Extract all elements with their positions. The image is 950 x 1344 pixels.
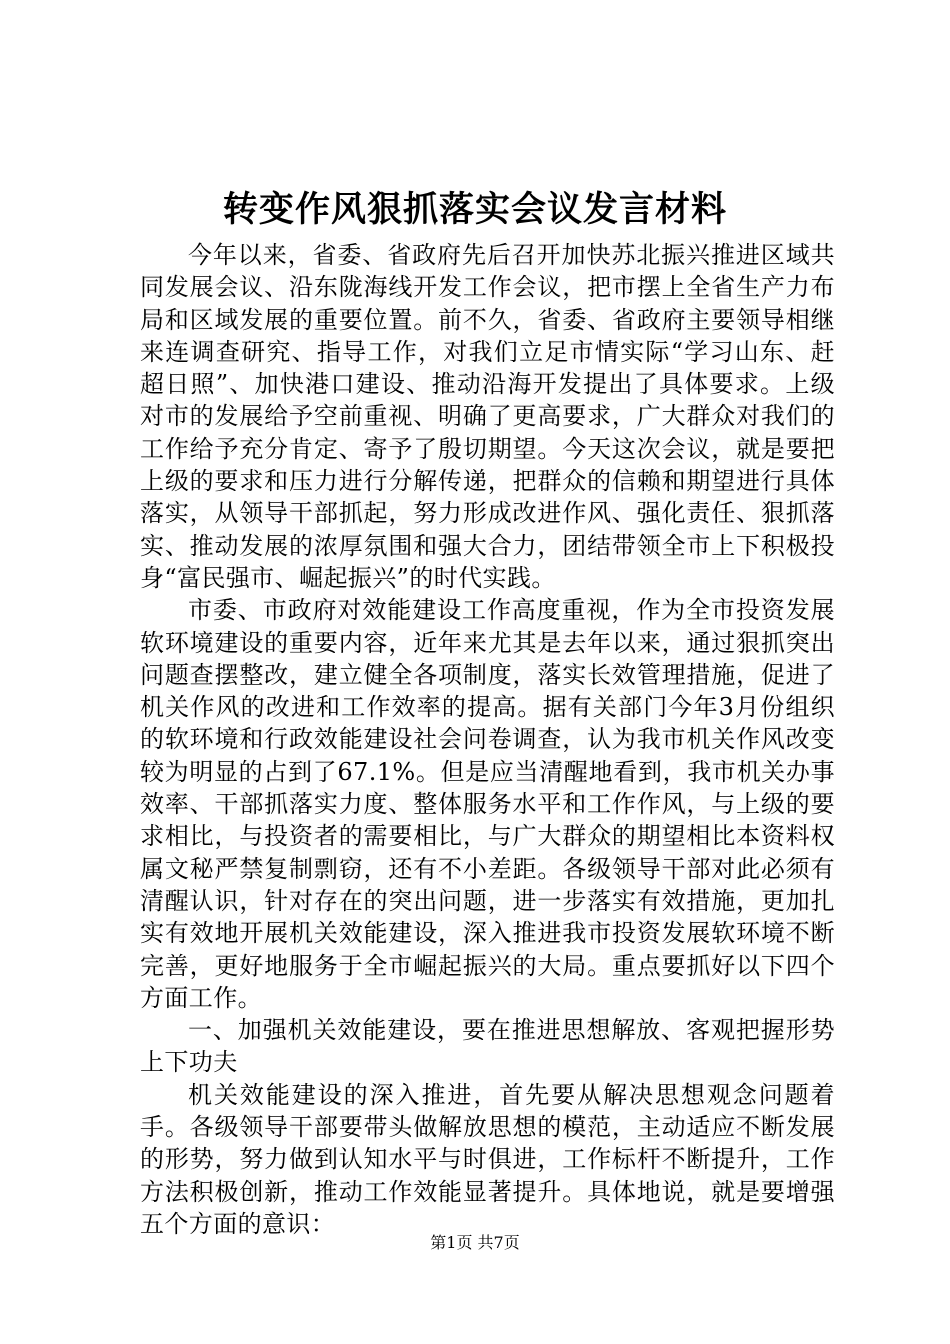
document-title: 转变作风狠抓落实会议发言材料 xyxy=(222,189,727,230)
paragraph-intro: 今年以来，省委、省政府先后召开加快苏北振兴推进区域共同发展会议、沿东陇海线开发工作会议，把市摆上全省生产力布局和区域发展的重要位置。前不久，省委、省政府主要领导相继来连调查研究、指导工作，对我们立足市情实际“学习山东、赶超日照”、加快港口建设、推动沿海开发提出了具体要求。上级对市的发展给予空前重视、明确了更高要求，广大群众对我们的工作给予充分肯定、寄予了殷切期望。今天这次会议，就是要把上级的要求和压力进行分解传递，把群众的信赖和期望进行具体落实，从领导干部抓起，努力形成改进作风、强化责任、狠抓落实、推动发展的浓厚氛围和强大合力，团结带领全市上下积极投身“富民强市、崛起振兴”的时代实践。 xyxy=(140,241,835,592)
paragraph-efficiency: 市委、市政府对效能建设工作高度重视，作为全市投资发展软环境建设的重要内容，近年来尤其是去年以来，通过狠抓突出问题查摆整改，建立健全各项制度，落实长效管理措施，促进了机关作风的改进和工作效率的提高。据有关部门今年3月份组织的软环境和行政效能建设社会问卷调查，认为我市机关作风改变较为明显的占到了67.1%。但是应当清醒地看到，我市机关办事效率、干部抓落实力度、整体服务水平和工作作风，与上级的要求相比，与投资者的需要相比，与广大群众的期望相比本资料权属文秘严禁复制剽窃，还有不小差距。各级领导干部对此必须有清醒认识，针对存在的突出问题，进一步落实有效措施，更加扎实有效地开展机关效能建设，深入推进我市投资发展软环境不断完善，更好地服务于全市崛起振兴的大局。重点要抓好以下四个方面工作。 xyxy=(140,596,835,1012)
paragraph-section-1: 机关效能建设的深入推进，首先要从解决思想观念问题着手。各级领导干部要带头做解放思想的模范，主动适应不断发展的形势，努力做到认知水平与时俱进，工作标杆不断提升，工作方法积极创新，推动工作效能显著提升。具体地说，就是要增强五个方面的意识： xyxy=(140,1080,835,1238)
document-body xyxy=(140,239,835,1240)
page-number-footer: 第1页 共7页 xyxy=(430,1233,520,1252)
section-heading-1: 一、加强机关效能建设，要在推进思想解放、客观把握形势上下功夫 xyxy=(140,1016,835,1077)
